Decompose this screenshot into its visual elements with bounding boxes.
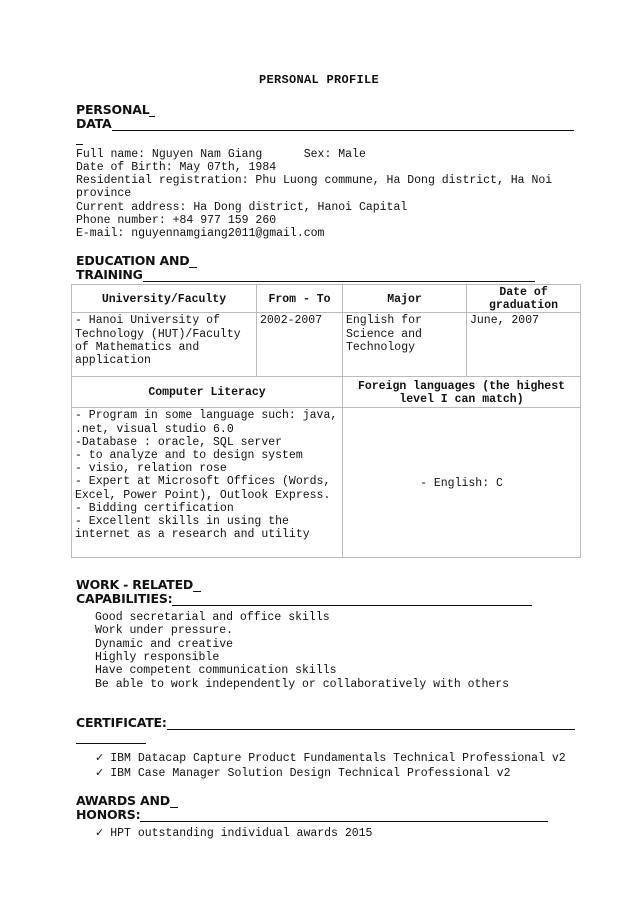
header-foreign-languages: Foreign languages (the highest level I can match) [343,377,581,408]
education-heading [76,254,535,282]
page-title: PERSONAL PROFILE [258,73,380,87]
cell-major: English for Science and Technology [343,313,467,377]
certificate-item [95,751,566,766]
personal-line: Date of Birth: May 07th, 1984 [76,161,277,174]
computer-item: - Bidding certification [75,501,234,515]
skills-header-row [72,377,581,408]
work-heading-line2: CAPABILITIES: [76,591,173,606]
checkmark-icon: ✓ [95,751,105,764]
personal-line: Full name: Nguyen Nam Giang Sex: Male [76,148,366,161]
personal-line: Phone number: +84 977 159 260 [76,214,277,227]
header-from-to: From - To [257,285,343,313]
computer-item: -Database : oracle, SQL server [75,435,283,449]
work-item: Highly responsible [95,651,220,664]
header-university: University/Faculty [72,285,257,313]
education-row [72,313,581,377]
certificate-item-text: IBM Case Manager Solution Design Technical Professional v2 [110,767,511,780]
personal-line: Current address: Ha Dong district, Hanoi Capital [76,201,408,214]
header-date-graduation: Date of graduation [467,285,581,313]
certificate-heading [76,716,575,744]
education-heading-line1: EDUCATION AND [76,253,190,268]
personal-line: Residential registration: Phu Luong commune, Ha Dong district, Ha Noi [76,174,553,187]
awards-heading-line2: HONORS: [76,807,141,822]
header-major: Major [343,285,467,313]
computer-item: - to analyze and to design system [75,449,303,463]
certificate-item [95,766,510,781]
work-heading [76,578,532,606]
computer-item: - Program in some language such: java, .net, visual studio 6.0 [75,409,338,436]
personal-heading-line1: PERSONAL [76,102,150,117]
awards-heading [76,794,548,822]
certificate-heading-text: CERTIFICATE: [76,715,167,730]
award-item [95,826,372,841]
computer-item: - Expert at Microsoft Offices (Words, Excel, Power Point), Outlook Express. [75,475,331,502]
cell-computer-literacy [72,408,343,558]
cell-language-value: - English: C [343,408,581,558]
personal-heading-line2: DATA [76,116,112,131]
cell-from-to: 2002-2007 [257,313,343,377]
work-item: Good secretarial and office skills [95,611,330,624]
checkmark-icon: ✓ [95,766,105,779]
work-heading-line1: WORK - RELATED [76,577,194,592]
personal-line: E-mail: nguyennamgiang2011@gmail.com [76,227,325,240]
work-item: Work under pressure. [95,624,234,637]
awards-heading-line1: AWARDS AND [76,793,170,808]
education-table [71,284,581,558]
award-item-text: HPT outstanding individual awards 2015 [110,827,373,840]
cell-date-graduation: June, 2007 [467,313,581,377]
education-header-row [72,285,581,313]
certificate-item-text: IBM Datacap Capture Product Fundamentals Technical Professional v2 [110,752,566,765]
cell-university: - Hanoi University of Technology (HUT)/Faculty of Mathematics and application [72,313,257,377]
work-item: Be able to work independently or collaboratively with others [95,678,510,691]
work-item: Dynamic and creative [95,638,234,651]
checkmark-icon: ✓ [95,826,105,839]
header-computer-literacy: Computer Literacy [72,377,343,408]
work-item: Have competent communication skills [95,664,337,677]
computer-item: - Excellent skills in using the internet as a research and utility [75,515,310,542]
education-heading-line2: TRAINING [76,267,143,282]
computer-item: - visio, relation rose [75,462,227,476]
personal-heading [76,103,574,145]
personal-line: province [76,187,132,200]
skills-row [72,408,581,558]
